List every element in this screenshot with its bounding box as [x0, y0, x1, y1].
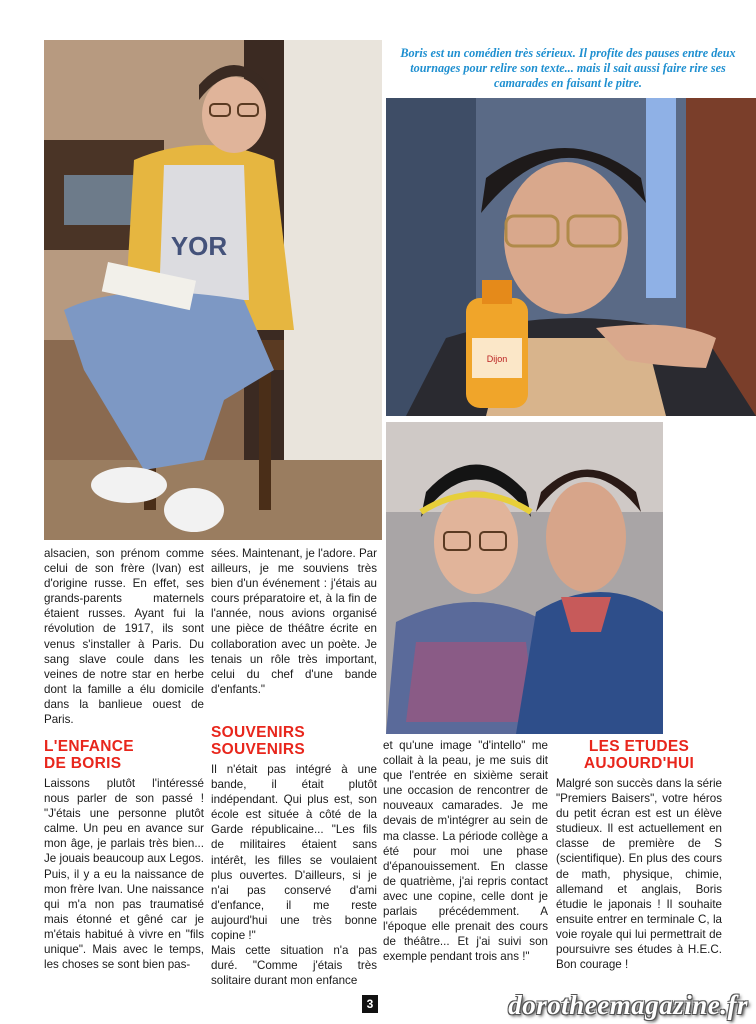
page-number: 3 [362, 995, 378, 1013]
article-paragraph: sées. Maintenant, je l'adore. Par ailleurs, je me souviens très bien d'un événement : j'étais au cours préparatoire et, à la fin de l'année, nous avions organisé une pièce de théâtre écrite en collaboration avec un poète. Je tenais un rôle très important, celui du chef d'une bande d'enfants." [211, 547, 377, 696]
photo-boris-seated [44, 40, 382, 540]
sweater-lettering: YOR [170, 231, 228, 261]
photo-boris-helmet [386, 422, 663, 734]
heading-line: DE BORIS [44, 755, 122, 772]
article-column-1-intro [44, 546, 204, 727]
bottle-label: Dijon [486, 354, 508, 364]
photo-boris-mustard [386, 98, 756, 416]
photo-caption: Boris est un comédien très sérieux. Il profite des pauses entre deux tournages pour relire son texte... mais il sait aussi faire rire ses camarades en faisant le pitre. [400, 46, 736, 90]
article-column-2-intro [211, 546, 377, 697]
article-paragraph: alsacien, son prénom comme celui de son frère (Ivan) est d'origine russe. En effet, ses grands-parents maternels étaient russes. Ayant fui la révolution de 1917, ils sont venus s'installer à Paris. Du sang slave coule dans les veines de notre star en herbe dont la famille a élu domicile dans la banlieue ouest de Paris. [44, 547, 204, 727]
article-paragraph: Mais cette situation n'a pas duré. "Comme j'étais très solitaire durant mon enfance [211, 944, 377, 988]
heading-line: L'ENFANCE [44, 738, 134, 755]
section-heading [44, 738, 204, 772]
heading-line: SOUVENIRS [211, 724, 305, 741]
article-paragraph: Laissons plutôt l'intéressé nous parler de son passé ! "J'étais une personne plutôt calme. Un peu en avance sur mon âge, je parlais très bien... Je jouais beaucoup aux Legos. Puis, il y a eu la naissance de mon frère Ivan. Une naissance qui m'a non pas traumatisé mais étonné et gêné car je m'étais habitué à vivre en "fils unique". Mais avec le temps, les choses se sont bien pas- [44, 777, 204, 972]
heading-line: LES ETUDES [588, 738, 690, 755]
site-watermark: dorotheemagazine.fr [508, 990, 748, 1020]
heading-line: AUJOURD'HUI [583, 755, 695, 772]
article-paragraph: Il n'était pas intégré à une bande, il était plutôt indépendant. Qui plus est, son école est située à côté de la Garde républicaine... "Les fils de militaires étaient sans intérêt, les filles se voulaient plus ouvertes. D'ailleurs, si je n'ai pas conservé d'ami d'enfance, il me reste aujourd'hui une très bonne copine !" [211, 763, 377, 943]
section-souvenirs [211, 724, 377, 988]
section-enfance [44, 738, 204, 972]
heading-line: SOUVENIRS [211, 741, 305, 758]
section-heading [556, 738, 722, 772]
article-paragraph: Malgré son succès dans la série "Premiers Baisers", votre héros du petit écran est est un élève studieux. Il est actuellement en classe de première de S (scientifique). En plus des cours de math, physique, chimie, allemand et anglais, Boris étudie le japonais ! Il souhaite ensuite entrer en terminale C, la voie royale qui lui permettrait de poursuivre ses études à H.E.C. Bon courage ! [556, 777, 722, 972]
section-heading [211, 724, 377, 758]
article-column-3 [383, 738, 548, 964]
article-paragraph: et qu'une image "d'intello" me collait à la peau, je me suis dit que l'entrée en sixième serait une occasion de rencontrer de nouveaux camarades. Je me devais de m'intégrer au sein de ma classe. La période collège a été pour moi une phase d'épanouissement. En classe de quatrième, j'ai repris contact avec une copine, celle dont je parlais précédemment. A l'époque elle prenait des cours de théâtre... Et j'ai suivi son exemple pendant trois ans !" [383, 739, 548, 964]
section-etudes [556, 738, 722, 972]
